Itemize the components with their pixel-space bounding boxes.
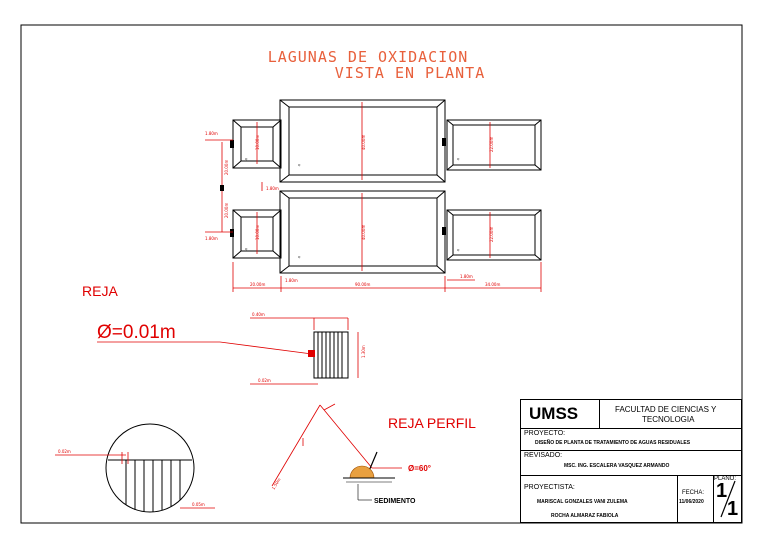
detail-dimension-texts xyxy=(58,449,205,507)
revisado-value: MSC. ING. ESCALERA VASQUEZ ARMANDO xyxy=(564,463,670,469)
bottom-dimension-texts xyxy=(250,274,500,287)
svg-text:Q: Q xyxy=(298,163,301,167)
dim-17: 0.40m xyxy=(252,312,265,317)
angle-label: Ø=60° xyxy=(408,464,431,473)
plano-total: 1 xyxy=(727,498,739,520)
svg-text:Q: Q xyxy=(457,157,460,161)
dim-22: 1.50m xyxy=(270,477,282,491)
reja-label: REJA xyxy=(82,283,118,299)
fecha-value: 11/06/2020 xyxy=(679,499,704,505)
dim-5: 10.00m xyxy=(255,134,260,150)
dim-15: 1.80m xyxy=(460,274,473,279)
dim-11: 22.00m xyxy=(489,226,494,242)
dim-4: 20.00m xyxy=(224,202,229,218)
svg-text:Q: Q xyxy=(245,157,248,161)
title-block xyxy=(520,399,742,523)
maturation-lagoon-bottom xyxy=(447,210,541,260)
faculty-line1: FACULTAD DE CIENCIAS Y xyxy=(615,405,717,414)
proyectista-label: PROYECTISTA: xyxy=(524,484,575,491)
grate-profile xyxy=(272,404,402,500)
umss-logo: UMSS xyxy=(529,404,579,423)
plano-label: PLANO: xyxy=(714,476,737,482)
drawing-title-line2: VISTA EN PLANTA xyxy=(334,64,486,82)
revisado-label: REVISADO: xyxy=(524,452,563,459)
dim-6: 10.00m xyxy=(255,224,260,240)
grate-front-view xyxy=(308,332,348,378)
drawing-title-line1: LAGUNAS DE OXIDACION xyxy=(267,48,469,66)
dim-7: 1.80m xyxy=(266,186,279,191)
diameter-label: Ø=0.01m xyxy=(97,322,176,343)
reja-perfil-label: REJA PERFIL xyxy=(388,415,476,431)
dim-16: 34.00m xyxy=(485,282,501,287)
grate-detail-circle xyxy=(106,424,194,512)
svg-text:Q: Q xyxy=(457,248,460,252)
fecha-label: FECHA: xyxy=(682,490,705,496)
left-connector xyxy=(220,185,224,191)
svg-text:Q: Q xyxy=(298,255,301,259)
dim-1: 1.80m xyxy=(205,131,218,136)
dim-3: 20.00m xyxy=(224,159,229,175)
faculty-line2: TECNOLOGIA xyxy=(642,415,695,424)
maturation-lagoon-top xyxy=(447,120,541,170)
dim-21: 0.05m xyxy=(192,502,205,507)
proyectista-1: MARISCAL GONZALES VANI ZULEMA xyxy=(537,499,628,505)
grate-dimension-texts xyxy=(252,312,366,383)
plano-number: 1 xyxy=(716,480,728,502)
lagoon-tiny-labels xyxy=(245,157,460,259)
dim-9: 40.00m xyxy=(361,224,366,240)
proyectista-2: ROCHA ALMARAZ FABIOLA xyxy=(551,513,619,519)
diameter-leader xyxy=(220,342,312,354)
proyecto-label: PROYECTO: xyxy=(524,430,566,437)
dim-19: 0.02m xyxy=(258,378,271,383)
plan-dimensions xyxy=(205,131,494,242)
dim-8: 40.00m xyxy=(361,134,366,150)
sedimento-label: SEDIMENTO xyxy=(374,498,416,505)
svg-text:Q: Q xyxy=(245,247,248,251)
dim-18: 1.30m xyxy=(361,345,366,358)
dim-12: 20.00m xyxy=(250,282,266,287)
dim-13: 1.80m xyxy=(285,278,298,283)
dim-20: 0.02m xyxy=(58,449,71,454)
proyecto-value: DISEÑO DE PLANTA DE TRATAMIENTO DE AGUAS RESIDUALES xyxy=(535,440,691,446)
dim-10: 22.00m xyxy=(489,136,494,152)
dim-14: 90.00m xyxy=(355,282,371,287)
dim-2: 1.80m xyxy=(205,236,218,241)
